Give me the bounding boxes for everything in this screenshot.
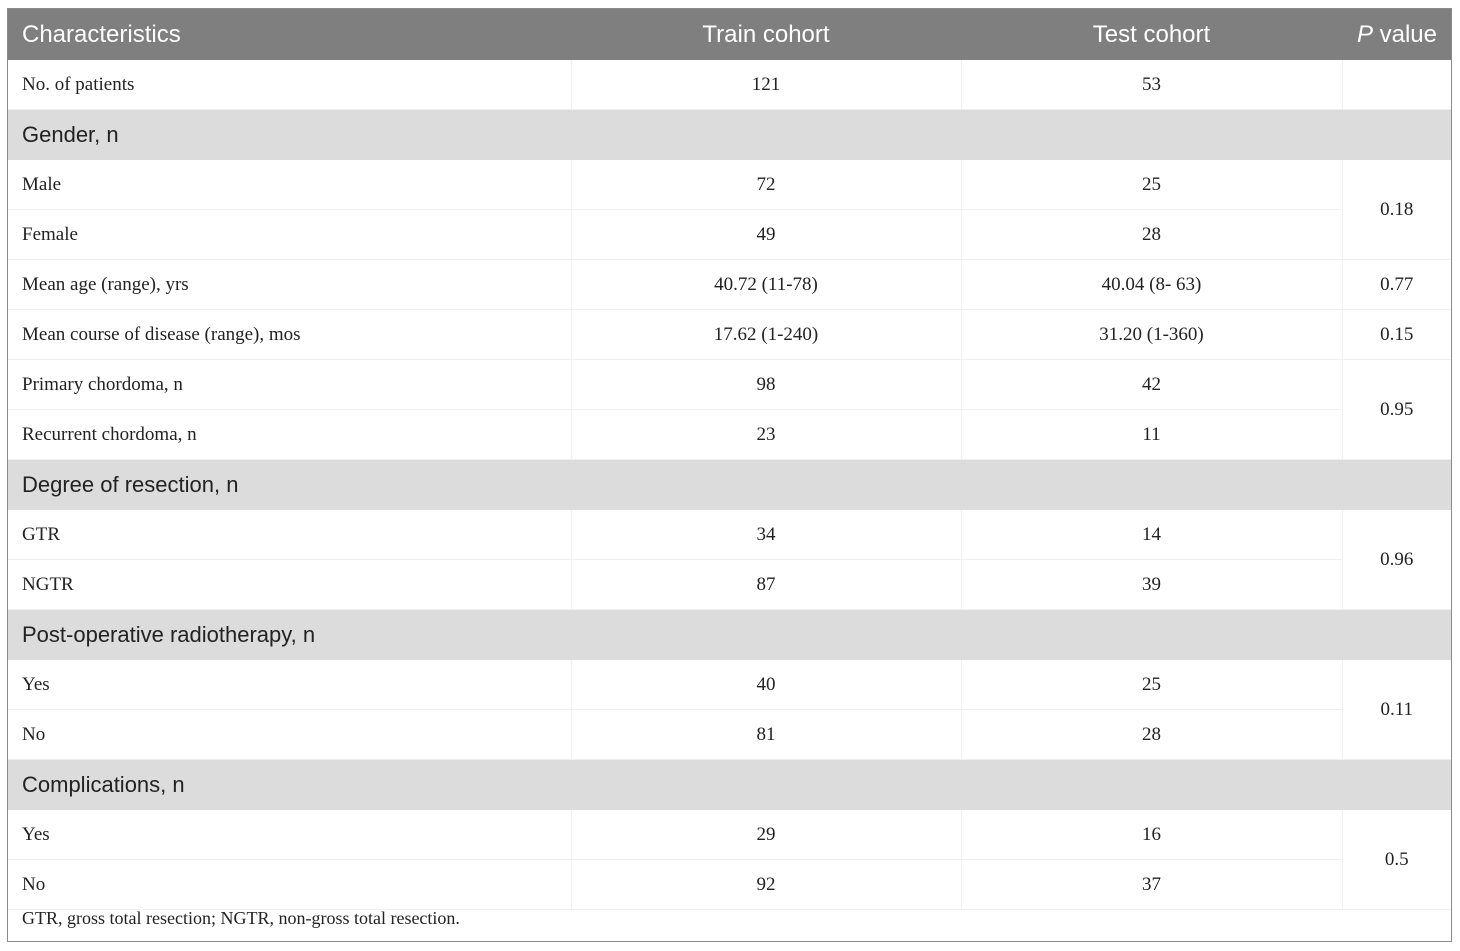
- section-label: Gender, n: [8, 110, 1451, 161]
- section-row: [8, 760, 1451, 811]
- header-train-cohort: Train cohort: [571, 9, 961, 60]
- test-value: 40.04 (8- 63): [961, 260, 1342, 310]
- characteristics-table: [8, 9, 1451, 910]
- row-label: Recurrent chordoma, n: [8, 410, 571, 460]
- row-label: NGTR: [8, 560, 571, 610]
- train-value: 23: [571, 410, 961, 460]
- test-value: 28: [961, 710, 1342, 760]
- table-row: [8, 660, 1451, 710]
- header-p-value: [1342, 9, 1451, 60]
- table-row: [8, 560, 1451, 610]
- row-label: GTR: [8, 510, 571, 560]
- test-value: 11: [961, 410, 1342, 460]
- row-label: No. of patients: [8, 60, 571, 110]
- table-row: [8, 410, 1451, 460]
- row-label: Mean course of disease (range), mos: [8, 310, 571, 360]
- train-value: 49: [571, 210, 961, 260]
- p-value: 0.11: [1342, 660, 1451, 760]
- table-row: [8, 510, 1451, 560]
- p-value: 0.95: [1342, 360, 1451, 460]
- table-row: [8, 860, 1451, 910]
- table-row: [8, 60, 1451, 110]
- section-row: [8, 460, 1451, 511]
- train-value: 17.62 (1-240): [571, 310, 961, 360]
- header-test-cohort: Test cohort: [961, 9, 1342, 60]
- section-row: [8, 610, 1451, 661]
- row-label: Yes: [8, 660, 571, 710]
- table-header-row: [8, 9, 1451, 60]
- table-footnote: GTR, gross total resection; NGTR, non-gross total resection.: [22, 908, 460, 928]
- header-characteristics: Characteristics: [8, 9, 571, 60]
- test-value: 53: [961, 60, 1342, 110]
- train-value: 72: [571, 160, 961, 210]
- test-value: 16: [961, 810, 1342, 860]
- table-row: [8, 360, 1451, 410]
- row-label: Yes: [8, 810, 571, 860]
- table-row: [8, 160, 1451, 210]
- p-value: 0.18: [1342, 160, 1451, 260]
- section-label: Degree of resection, n: [8, 460, 1451, 511]
- p-value: 0.15: [1342, 310, 1451, 360]
- test-value: 25: [961, 160, 1342, 210]
- train-value: 121: [571, 60, 961, 110]
- p-value: [1342, 60, 1451, 110]
- test-value: 14: [961, 510, 1342, 560]
- test-value: 42: [961, 360, 1342, 410]
- p-value: 0.77: [1342, 260, 1451, 310]
- table-row: [8, 260, 1451, 310]
- train-value: 29: [571, 810, 961, 860]
- test-value: 28: [961, 210, 1342, 260]
- row-label: Male: [8, 160, 571, 210]
- p-value: 0.5: [1342, 810, 1451, 910]
- characteristics-table-frame: [7, 8, 1452, 942]
- row-label: No: [8, 860, 571, 910]
- table-row: [8, 310, 1451, 360]
- header-p-symbol: P: [1356, 20, 1373, 48]
- train-value: 98: [571, 360, 961, 410]
- table-row: [8, 810, 1451, 860]
- section-label: Complications, n: [8, 760, 1451, 811]
- train-value: 81: [571, 710, 961, 760]
- train-value: 40.72 (11-78): [571, 260, 961, 310]
- section-label: Post-operative radiotherapy, n: [8, 610, 1451, 661]
- section-row: [8, 110, 1451, 161]
- test-value: 25: [961, 660, 1342, 710]
- train-value: 87: [571, 560, 961, 610]
- header-p-label: value: [1372, 20, 1437, 48]
- table-row: [8, 710, 1451, 760]
- train-value: 40: [571, 660, 961, 710]
- row-label: No: [8, 710, 571, 760]
- test-value: 39: [961, 560, 1342, 610]
- test-value: 31.20 (1-360): [961, 310, 1342, 360]
- table-row: [8, 210, 1451, 260]
- train-value: 34: [571, 510, 961, 560]
- row-label: Primary chordoma, n: [8, 360, 571, 410]
- row-label: Mean age (range), yrs: [8, 260, 571, 310]
- train-value: 92: [571, 860, 961, 910]
- test-value: 37: [961, 860, 1342, 910]
- row-label: Female: [8, 210, 571, 260]
- p-value: 0.96: [1342, 510, 1451, 610]
